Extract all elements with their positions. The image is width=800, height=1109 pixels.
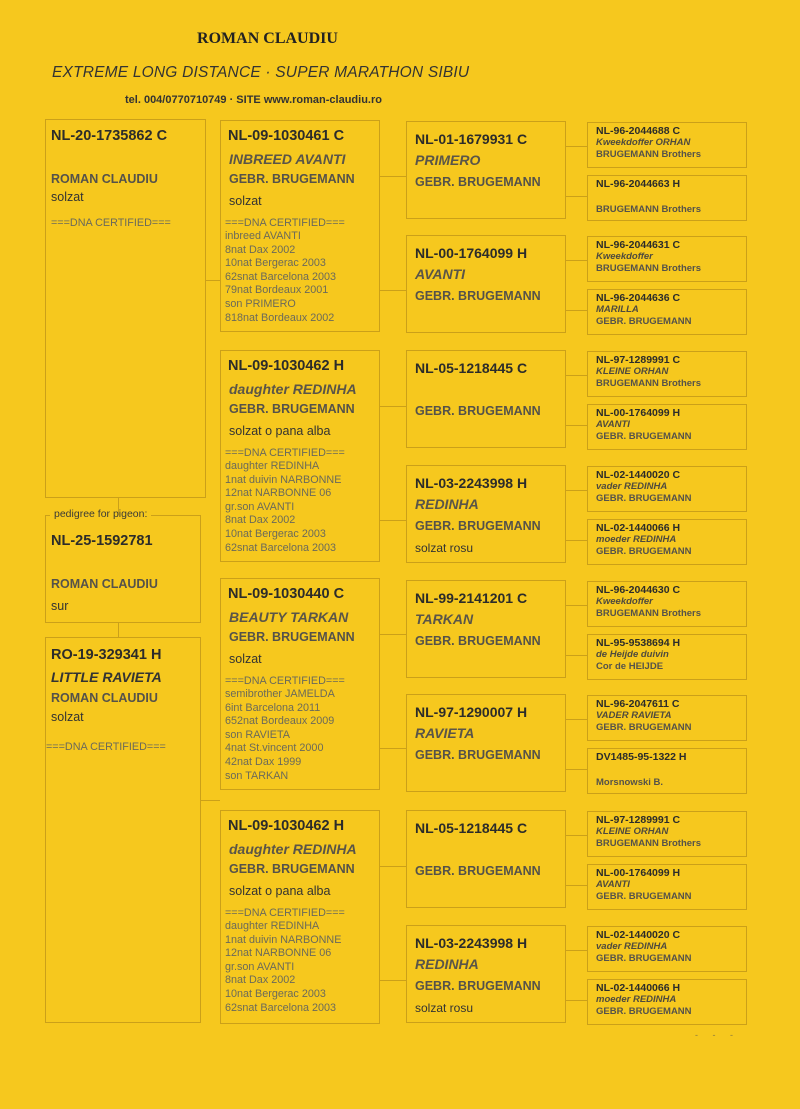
gen3-breeder: GEBR. BRUGEMANN xyxy=(415,748,541,762)
gen4-breeder: GEBR. BRUGEMANN xyxy=(596,891,692,902)
sire-owner: ROMAN CLAUDIU xyxy=(51,172,158,186)
gen4-name: moeder REDINHA xyxy=(596,994,677,1005)
connector xyxy=(566,835,587,836)
gen3-code: NL-05-1218445 C xyxy=(415,360,528,376)
connector xyxy=(201,800,220,801)
gen2-note: 6int Barcelona 2011 xyxy=(225,701,321,714)
gen3-name: AVANTI xyxy=(415,266,466,282)
gen4-breeder: GEBR. BRUGEMANN xyxy=(596,316,692,327)
gen4-code: NL-02-1440020 C xyxy=(596,469,681,481)
gen2-note: inbreed AVANTI xyxy=(225,230,301,242)
gen4-code: NL-97-1289991 C xyxy=(596,354,681,366)
gen4-name: KLEINE ORHAN xyxy=(596,826,669,837)
gen2-note: 10nat Bergerac 2003 xyxy=(225,988,326,1000)
connector xyxy=(380,176,406,177)
gen4-breeder: BRUGEMANN Brothers xyxy=(596,838,702,849)
gen3-name: RAVIETA xyxy=(415,725,475,741)
contact-line: tel. 004/0770710749 · SITE www.roman-claudiu.ro xyxy=(125,94,382,106)
gen2-note: gr.son AVANTI xyxy=(225,960,295,973)
gen4-code: DV1485-95-1322 H xyxy=(596,751,687,763)
gen2-dna-label: ===DNA CERTIFIED=== xyxy=(225,447,345,459)
gen2-name: BEAUTY TARKAN xyxy=(229,609,349,625)
gen2-note: 10nat Bergerac 2003 xyxy=(225,528,326,540)
gen4-name: vader REDINHA xyxy=(596,941,668,952)
gen4-name: Kweekdoffer ORHAN xyxy=(596,137,691,148)
gen2-note: son RAVIETA xyxy=(225,728,291,741)
gen3-breeder: GEBR. BRUGEMANN xyxy=(415,289,541,303)
gen4-breeder: BRUGEMANN Brothers xyxy=(596,378,702,389)
gen2-note: 12nat NARBONNE 06 xyxy=(225,947,332,960)
gen3-code: NL-01-1679931 C xyxy=(415,131,528,147)
gen2-breeder: GEBR. BRUGEMANN xyxy=(229,862,355,876)
gen4-breeder: GEBR. BRUGEMANN xyxy=(596,431,692,442)
gen3-breeder: GEBR. BRUGEMANN xyxy=(415,404,541,418)
gen2-note: 12nat NARBONNE 06 xyxy=(225,487,332,500)
gen2-note: 1nat duivin NARBONNE xyxy=(225,933,342,946)
subject-card xyxy=(45,515,201,623)
gen3-code: NL-99-2141201 C xyxy=(415,590,528,606)
gen4-breeder: BRUGEMANN Brothers xyxy=(596,263,702,274)
gen4-breeder: BRUGEMANN Brothers xyxy=(596,149,702,160)
gen2-breeder: GEBR. BRUGEMANN xyxy=(229,402,355,416)
gen2-code: NL-09-1030462 H xyxy=(228,818,345,834)
gen4-code: NL-96-2047611 C xyxy=(596,698,680,710)
connector xyxy=(566,260,587,261)
sire-code: NL-20-1735862 C xyxy=(51,128,168,144)
gen2-note: semibrother JAMELDA xyxy=(225,688,335,700)
gen2-color: solzat o pana alba xyxy=(229,424,331,438)
gen3-breeder: GEBR. BRUGEMANN xyxy=(415,979,541,993)
subject-caption: pedigree for pigeon: xyxy=(50,508,151,520)
connector xyxy=(566,769,587,770)
gen3-code: NL-03-2243998 H xyxy=(415,475,528,491)
gen2-note: daughter REDINHA xyxy=(225,920,320,932)
gen3-color: solzat rosu xyxy=(415,1001,474,1015)
connector xyxy=(566,655,587,656)
gen4-name: VADER RAVIETA xyxy=(596,710,672,721)
connector xyxy=(566,719,587,720)
dam-dna-label: ===DNA CERTIFIED=== xyxy=(46,741,166,753)
gen3-code: NL-00-1764099 H xyxy=(415,245,528,261)
connector xyxy=(206,280,220,281)
gen2-note: 4nat St.vincent 2000 xyxy=(225,742,324,755)
connector xyxy=(566,540,587,541)
gen2-note: 62snat Barcelona 2003 xyxy=(225,1001,337,1014)
gen4-breeder: BRUGEMANN Brothers xyxy=(596,608,702,619)
gen4-breeder: GEBR. BRUGEMANN xyxy=(596,722,692,733)
gen4-code: NL-96-2044631 C xyxy=(596,239,681,251)
gen2-name: INBREED AVANTI xyxy=(229,151,346,167)
gen4-name: AVANTI xyxy=(596,419,630,430)
gen4-name: Kweekdoffer xyxy=(596,596,653,607)
gen2-code: NL-09-1030461 C xyxy=(228,128,345,144)
gen4-code: NL-95-9538694 H xyxy=(596,637,681,649)
gen2-breeder: GEBR. BRUGEMANN xyxy=(229,172,355,186)
connector xyxy=(380,406,406,407)
gen2-dna-label: ===DNA CERTIFIED=== xyxy=(225,217,345,229)
gen2-name: daughter REDINHA xyxy=(229,381,357,397)
gen3-code: NL-03-2243998 H xyxy=(415,935,528,951)
gen2-note: 8nat Dax 2002 xyxy=(225,974,296,987)
connector xyxy=(566,425,587,426)
gen4-code: NL-00-1764099 H xyxy=(596,407,681,419)
connector xyxy=(118,623,119,637)
connector xyxy=(380,980,406,981)
gen3-name: TARKAN xyxy=(415,611,474,627)
gen3-breeder: GEBR. BRUGEMANN xyxy=(415,175,541,189)
gen4-name: AVANTI xyxy=(596,879,630,890)
gen4-breeder: Cor de HEIJDE xyxy=(596,661,664,672)
gen4-breeder: BRUGEMANN Brothers xyxy=(596,204,702,215)
connector xyxy=(380,866,406,867)
dam-color: solzat xyxy=(51,710,84,724)
connector xyxy=(566,146,587,147)
event-subtitle: EXTREME LONG DISTANCE · SUPER MARATHON SIBIU xyxy=(52,64,470,81)
connector xyxy=(566,885,587,886)
gen2-note: 79nat Bordeaux 2001 xyxy=(225,284,329,297)
gen3-name: REDINHA xyxy=(415,956,479,972)
breeder-name-header: ROMAN CLAUDIU xyxy=(197,30,338,47)
gen2-code: NL-09-1030462 H xyxy=(228,358,345,374)
gen2-note: son PRIMERO xyxy=(225,298,296,310)
gen2-note: gr.son AVANTI xyxy=(225,500,295,513)
gen3-code: NL-97-1290007 H xyxy=(415,704,528,720)
page-mark: - - - xyxy=(695,1030,739,1040)
gen4-breeder: GEBR. BRUGEMANN xyxy=(596,546,692,557)
gen4-code: NL-96-2044630 C xyxy=(596,584,681,596)
gen4-breeder: GEBR. BRUGEMANN xyxy=(596,1006,692,1017)
gen4-code: NL-96-2044663 H xyxy=(596,178,681,190)
gen2-color: solzat o pana alba xyxy=(229,884,331,898)
sire-color: solzat xyxy=(51,190,84,204)
gen4-name: MARILLA xyxy=(596,304,639,315)
gen2-dna-label: ===DNA CERTIFIED=== xyxy=(225,675,345,687)
gen2-note: daughter REDINHA xyxy=(225,460,320,472)
connector xyxy=(566,950,587,951)
subject-owner: ROMAN CLAUDIU xyxy=(51,577,158,591)
connector xyxy=(380,290,406,291)
gen2-color: solzat xyxy=(229,652,262,666)
connector xyxy=(566,1000,587,1001)
connector xyxy=(380,634,406,635)
gen3-name: PRIMERO xyxy=(415,152,481,168)
gen4-breeder: GEBR. BRUGEMANN xyxy=(596,953,692,964)
gen2-note: son TARKAN xyxy=(225,769,289,782)
gen3-breeder: GEBR. BRUGEMANN xyxy=(415,634,541,648)
connector xyxy=(380,748,406,749)
dam-code: RO-19-329341 H xyxy=(51,647,162,663)
gen3-color: solzat rosu xyxy=(415,541,474,555)
connector xyxy=(566,310,587,311)
gen2-note: 42nat Dax 1999 xyxy=(225,756,302,768)
gen4-name: moeder REDINHA xyxy=(596,534,677,545)
gen4-name: vader REDINHA xyxy=(596,481,668,492)
subject-code: NL-25-1592781 xyxy=(51,533,153,549)
gen2-note: 1nat duivin NARBONNE xyxy=(225,473,342,486)
connector xyxy=(566,490,587,491)
gen4-name: de Heijde duivin xyxy=(596,649,669,660)
gen4-name: Kweekdoffer xyxy=(596,251,653,262)
connector xyxy=(380,520,406,521)
gen2-name: daughter REDINHA xyxy=(229,841,357,857)
connector xyxy=(118,498,119,515)
gen4-name: KLEINE ORHAN xyxy=(596,366,669,377)
gen3-breeder: GEBR. BRUGEMANN xyxy=(415,864,541,878)
gen4-breeder: GEBR. BRUGEMANN xyxy=(596,493,692,504)
dam-owner: ROMAN CLAUDIU xyxy=(51,691,158,705)
gen4-breeder: Morsnowski B. xyxy=(596,777,664,788)
subject-color: sur xyxy=(51,599,69,613)
gen4-code: NL-97-1289991 C xyxy=(596,814,681,826)
connector xyxy=(566,196,587,197)
connector xyxy=(566,375,587,376)
gen2-note: 62snat Barcelona 2003 xyxy=(225,270,337,283)
gen2-code: NL-09-1030440 C xyxy=(228,586,345,602)
gen2-note: 818nat Bordeaux 2002 xyxy=(225,311,335,324)
gen4-code: NL-96-2044688 C xyxy=(596,125,681,137)
gen2-note: 62snat Barcelona 2003 xyxy=(225,541,337,554)
gen2-dna-label: ===DNA CERTIFIED=== xyxy=(225,907,345,919)
gen2-note: 652nat Bordeaux 2009 xyxy=(225,715,335,728)
gen2-note: 10nat Bergerac 2003 xyxy=(225,257,326,270)
gen2-breeder: GEBR. BRUGEMANN xyxy=(229,630,355,644)
gen3-breeder: GEBR. BRUGEMANN xyxy=(415,519,541,533)
dam-name: LITTLE RAVIETA xyxy=(51,669,162,685)
gen4-code: NL-02-1440066 H xyxy=(596,982,681,994)
gen4-code: NL-96-2044636 C xyxy=(596,292,681,304)
gen3-code: NL-05-1218445 C xyxy=(415,820,528,836)
gen4-code: NL-00-1764099 H xyxy=(596,867,681,879)
gen2-note: 8nat Dax 2002 xyxy=(225,243,296,256)
gen3-name: REDINHA xyxy=(415,496,479,512)
gen4-code: NL-02-1440066 H xyxy=(596,522,681,534)
sire-dna-label: ===DNA CERTIFIED=== xyxy=(51,217,171,229)
gen2-note: 8nat Dax 2002 xyxy=(225,514,296,527)
gen4-code: NL-02-1440020 C xyxy=(596,929,681,941)
connector xyxy=(566,605,587,606)
gen2-color: solzat xyxy=(229,194,262,208)
